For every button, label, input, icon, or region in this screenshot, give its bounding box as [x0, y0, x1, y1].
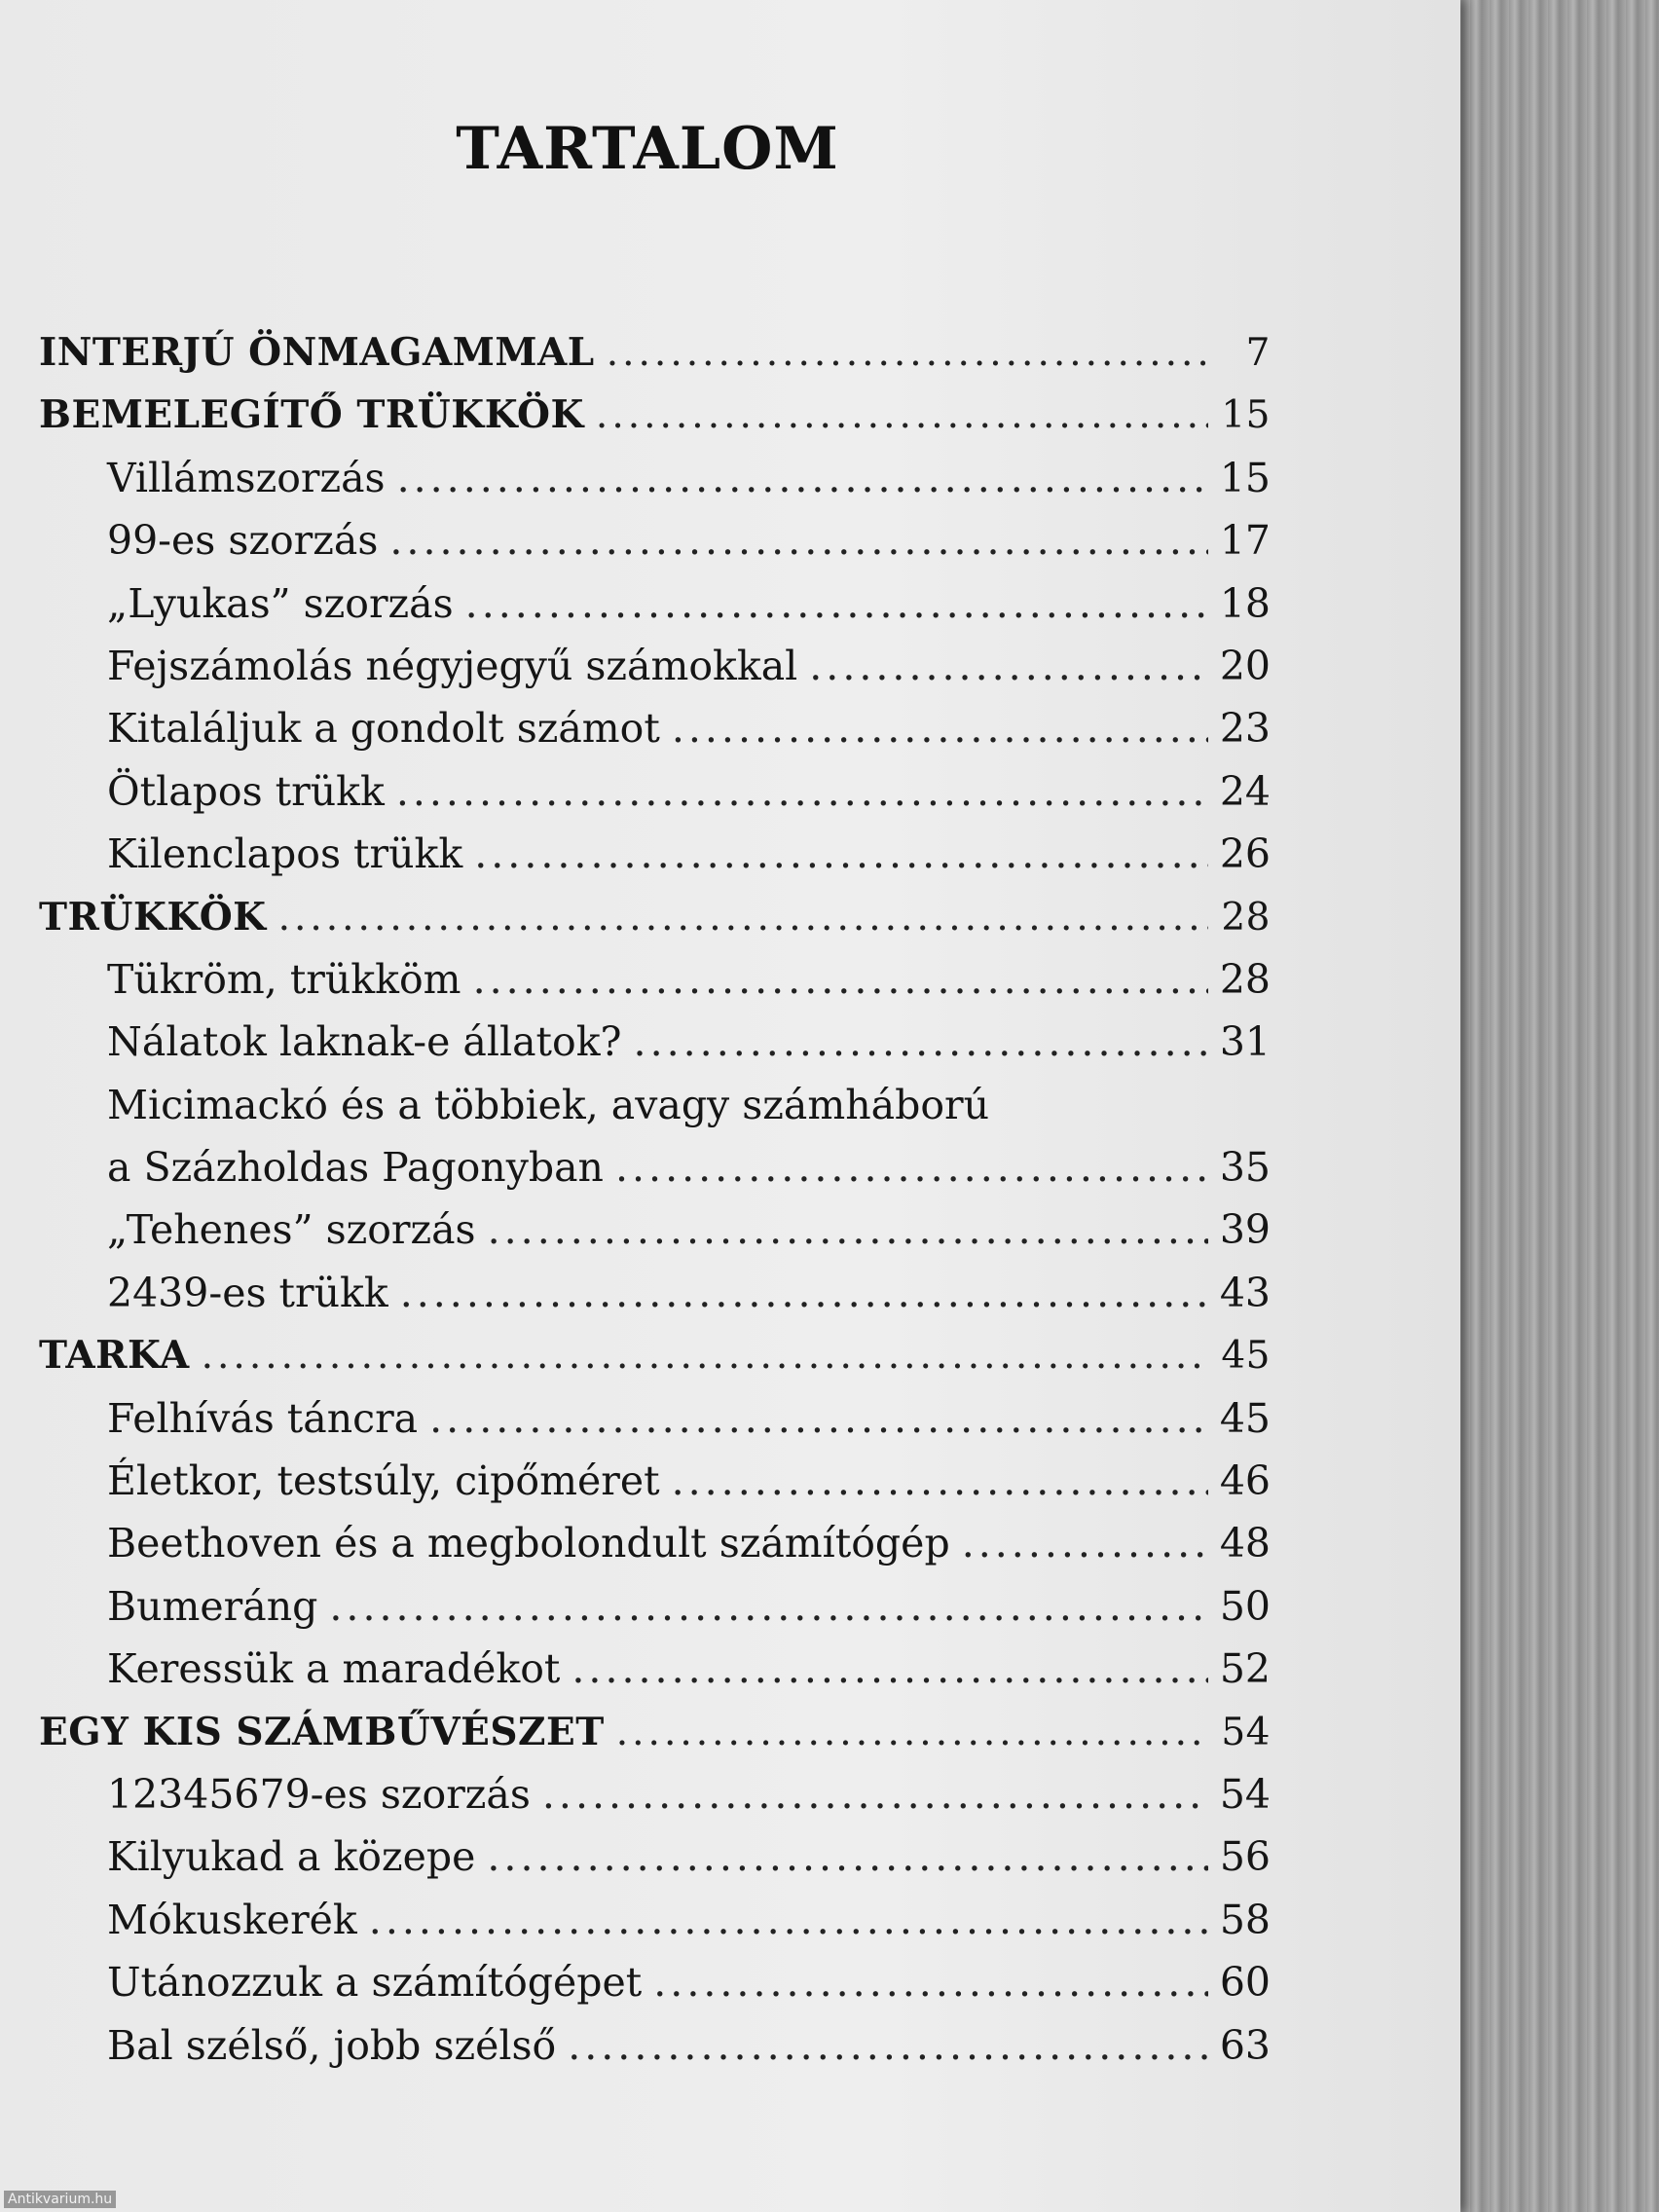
toc-entry-page: 7 [1245, 331, 1271, 375]
toc-entry-label: Beethoven és a megbolondult számítógép [107, 1520, 950, 1567]
toc-entry-page: 54 [1219, 1770, 1271, 1818]
toc-entry [39, 1136, 1271, 1198]
toc-entry [39, 697, 1271, 759]
dot-leader [596, 385, 1208, 447]
dot-leader [278, 887, 1208, 949]
toc-entry-label: Nálatok laknak-e állatok? [107, 1018, 622, 1066]
toc-entry-page: 45 [1219, 1394, 1271, 1442]
toc-entry [39, 1951, 1271, 2013]
toc-entry-page: 52 [1219, 1645, 1271, 1693]
background-surface [1451, 0, 1659, 2212]
toc-entry-label: Micimackó és a többiek, avagy számháború [107, 1081, 990, 1128]
toc-entry-label: „Lyukas” szorzás [107, 579, 454, 627]
toc-entry-label: a Százholdas Pagonyban [107, 1144, 604, 1192]
toc-entry-page: 43 [1219, 1269, 1271, 1316]
toc-entry [39, 1262, 1271, 1324]
toc-entry-label: TRÜKKÖK [39, 894, 267, 940]
toc-entry [39, 948, 1271, 1011]
toc-entry-page: 63 [1219, 2021, 1271, 2069]
toc-entry-label: INTERJÚ ÖNMAGAMMAL [39, 330, 595, 375]
toc-entry [39, 1198, 1271, 1261]
toc-entry [39, 447, 1271, 509]
toc-entry-page: 54 [1221, 1710, 1271, 1754]
dot-leader [488, 1198, 1208, 1261]
dot-leader [429, 1387, 1208, 1450]
toc-entry [39, 886, 1271, 948]
toc-entry [39, 1324, 1271, 1386]
toc-entry-page: 58 [1219, 1896, 1271, 1943]
toc-entry-label: Életkor, testsúly, cipőméret [107, 1457, 660, 1505]
toc-entry [39, 509, 1271, 571]
dot-leader [542, 1763, 1208, 1825]
toc-entry-label: BEMELEGÍTŐ TRÜKKÖK [39, 392, 584, 438]
toc-entry-label: Utánozzuk a számítógépet [107, 1959, 643, 2007]
toc-entry-page: 39 [1219, 1206, 1271, 1254]
toc-entry [39, 572, 1271, 635]
dot-leader [474, 823, 1208, 885]
toc-entry-label: 2439-es trükk [107, 1269, 388, 1316]
toc-entry-label: Tükröm, trükköm [107, 955, 461, 1003]
toc-entry-page: 50 [1219, 1582, 1271, 1630]
toc-entry [39, 1575, 1271, 1638]
toc-entry-page: 15 [1219, 454, 1271, 501]
dot-leader [389, 509, 1207, 571]
toc-entry [39, 384, 1271, 446]
toc-entry-page: 17 [1219, 517, 1271, 565]
dot-leader [607, 322, 1208, 385]
toc-entry-label: „Tehenes” szorzás [107, 1206, 476, 1254]
toc-entry-label: Mókuskerék [107, 1896, 357, 1943]
toc-entry-page: 18 [1219, 579, 1271, 627]
toc-entry [39, 760, 1271, 823]
toc-entry [39, 1011, 1271, 1073]
toc-entry [39, 1825, 1271, 1888]
toc-entry-label: Kilenclapos trükk [107, 830, 463, 878]
toc-entry-page: 23 [1219, 705, 1271, 753]
toc-entry-label: 99-es szorzás [107, 517, 379, 565]
toc-entry-label: Felhívás táncra [107, 1394, 419, 1442]
toc-entry [39, 321, 1271, 384]
dot-leader [369, 1889, 1208, 1951]
toc-entry [39, 1512, 1271, 1574]
toc-entry [39, 1450, 1271, 1512]
dot-leader [396, 760, 1208, 823]
toc-entry-page: 60 [1219, 1959, 1271, 2007]
dot-leader [616, 1702, 1208, 1764]
toc-entry-label: Kitaláljuk a gondolt számot [107, 705, 660, 753]
toc-entry-label: Villámszorzás [107, 454, 386, 501]
dot-leader [634, 1011, 1208, 1073]
dot-leader [962, 1512, 1208, 1574]
dot-leader [615, 1136, 1208, 1198]
toc-entry [39, 635, 1271, 697]
toc-entry-page: 24 [1219, 767, 1271, 815]
toc-entry-label: Ötlapos trükk [107, 767, 385, 815]
toc-entry-label: Bumeráng [107, 1582, 318, 1630]
table-of-contents [39, 321, 1271, 2077]
toc-entry [39, 1701, 1271, 1763]
dot-leader [672, 1450, 1208, 1512]
toc-entry [39, 2014, 1271, 2077]
toc-entry-page: 28 [1221, 895, 1271, 940]
toc-entry-page: 56 [1219, 1833, 1271, 1881]
dot-leader [329, 1575, 1207, 1638]
toc-entry-label: Kilyukad a közepe [107, 1833, 476, 1881]
toc-entry-page: 48 [1219, 1520, 1271, 1567]
dot-leader [465, 572, 1208, 635]
dot-leader [568, 2014, 1208, 2077]
toc-entry [39, 1889, 1271, 1951]
toc-entry [39, 823, 1271, 885]
toc-entry [39, 1074, 1271, 1136]
toc-entry [39, 1638, 1271, 1700]
toc-entry [39, 1763, 1271, 1825]
dot-leader [400, 1262, 1208, 1324]
dot-leader [672, 697, 1208, 759]
toc-entry-label: Fejszámolás négyjegyű számokkal [107, 642, 798, 689]
dot-leader [571, 1638, 1207, 1700]
dot-leader [653, 1951, 1208, 2013]
toc-entry-page: 26 [1219, 830, 1271, 878]
dot-leader [397, 447, 1208, 509]
dot-leader [473, 948, 1208, 1011]
watermark: Antikvarium.hu [4, 2191, 116, 2208]
page-title: TARTALOM [456, 115, 839, 183]
toc-entry [39, 1387, 1271, 1450]
toc-entry-page: 35 [1219, 1144, 1271, 1192]
toc-entry-page: 28 [1219, 955, 1271, 1003]
toc-entry-page: 45 [1221, 1334, 1271, 1379]
toc-entry-label: EGY KIS SZÁMBŰVÉSZET [39, 1709, 605, 1754]
toc-entry-label: Keressük a maradékot [107, 1645, 561, 1693]
toc-entry-label: 12345679-es szorzás [107, 1770, 531, 1818]
toc-entry-label: TARKA [39, 1333, 190, 1379]
toc-entry-page: 46 [1219, 1457, 1271, 1505]
toc-entry-page: 15 [1221, 393, 1271, 438]
dot-leader [809, 635, 1208, 697]
toc-entry-page: 31 [1219, 1018, 1271, 1066]
toc-entry-page: 20 [1219, 642, 1271, 689]
dot-leader [487, 1825, 1207, 1888]
toc-entry-label: Bal szélső, jobb szélső [107, 2021, 557, 2069]
dot-leader [202, 1325, 1208, 1387]
